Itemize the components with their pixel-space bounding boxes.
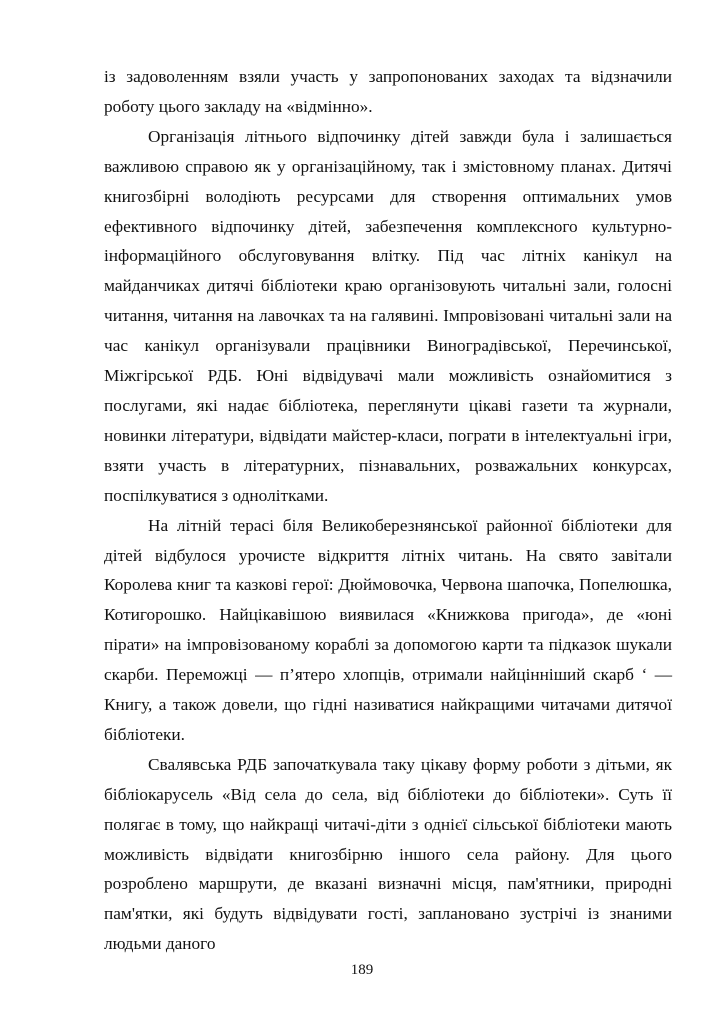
page-number: 189 bbox=[350, 962, 374, 978]
body-text bbox=[104, 62, 672, 959]
paragraph-biblio-carousel: Свалявська РДБ започаткувала таку цікаву форму роботи з дітьми, як бібліокарусель «Від села до села, від бібліотеки до бібліотеки». Суть її полягає в тому, що найкращі читачі-діти з однієї сільської бібліотеки мають можливість відвідати книгозбірню іншого села району. Для цього розроблено маршрути, де вказані визначні місця, пам'ятники, природні пам'ятки, які будуть відвідувати гості, заплановано зустрічі із знаними людьми даного bbox=[104, 754, 672, 954]
paragraph-summer-rest: Організація літнього відпочинку дітей завжди була і залишається важливою справою як у організаційному, так і змістовному планах. Дитячі книгозбірні володіють ресурсами для створення оптимальних умов ефективного відпочинку дітей, забезпечення комплексного культурно-інформаційного обслуговування влітку. Під час літніх канікул на майданчиках дитячі бібліотеки краю організовують читальні зали, голосні читання, читання на лавочках та на галявині. Імпровізовані читальні зали на час канікул організували працівники Виноградівської, Перечинської, Міжгірської РДБ. Юні відвідувачі мали можливість ознайомитися з послугами, які надає бібліотека, переглянути цікаві газети та журнали, новинки літератури, відвідати майстер-класи, пограти в інтелектуальні ігри, взяти участь в літературних, пізнавальних, розважальних конкурсах, поспілкуватися з однолітками. bbox=[104, 126, 672, 505]
paragraph-continuation: із задоволенням взяли участь у запропонованих заходах та відзначили роботу цього закладу на «відмінно». bbox=[104, 67, 672, 116]
paragraph-summer-terrace: На літній терасі біля Великоберезнянської районної бібліотеки для дітей відбулося урочисте відкриття літніх читань. На свято завітали Королева книг та казкові герої: Дюймовочка, Червона шапочка, Попелюшка, Котигорошко. Найцікавішою виявилася «Книжкова пригода», де «юні пірати» на імпровізованому кораблі за допомогою карти та підказок шукали скарби. Переможці — п’ятеро хлопців, отримали найцінніший скарб ‘ — Книгу, а також довели, що гідні називатися найкращими читачами дитячої бібліотеки. bbox=[104, 515, 672, 744]
